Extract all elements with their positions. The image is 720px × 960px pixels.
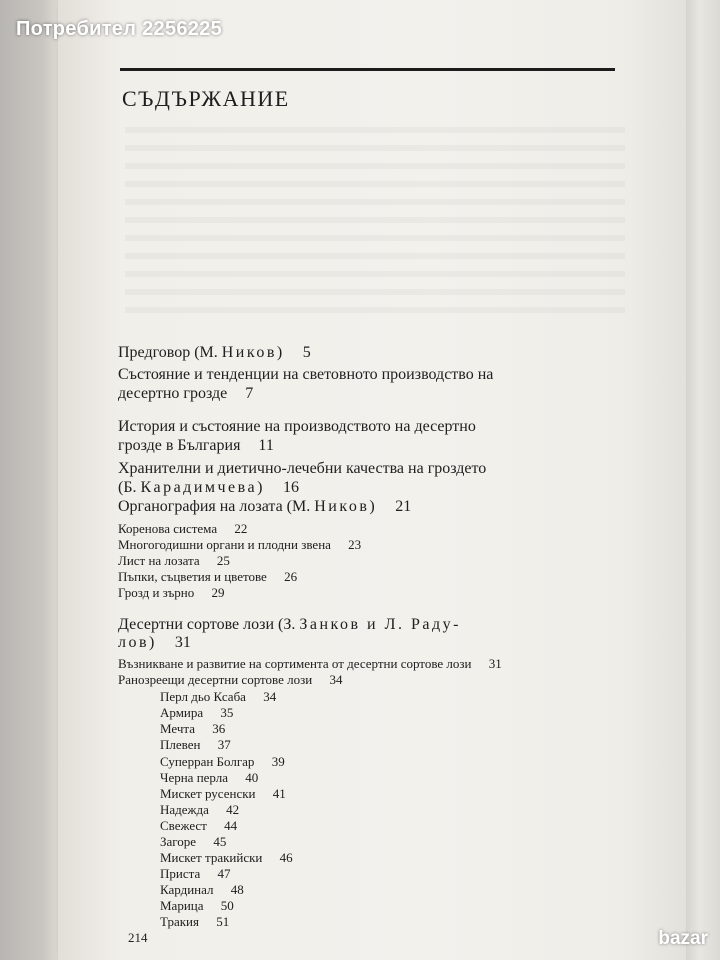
toc-entry-title: Надежда [160,802,209,817]
toc-entry-title: Плевен [160,737,201,752]
toc-entry-title: (Б. [118,479,137,496]
toc-entry-title: Ранозреещи десертни сортове лози [118,672,313,687]
toc-entry-page: 47 [217,866,231,881]
toc-variety [160,721,225,737]
toc-entry-title: Хранителни и диетично-лечебни качества на гроздето [118,460,487,477]
toc-entry-author: Ников) [221,344,285,361]
toc-variety [160,882,244,898]
toc-entry-title: Коренова система [118,521,218,536]
toc-entry-title: Армира [160,705,204,720]
toc-entry-title: лов) [118,634,157,651]
toc-entry-page: 25 [216,553,230,568]
contents-heading: СЪДЪРЖАНИЕ [122,86,290,111]
toc-entry-page: 46 [279,850,293,865]
page-number: 214 [128,930,148,945]
toc-entry-page: 50 [220,898,234,913]
toc-entry-title: Черна перла [160,770,229,785]
toc-entry-page: 41 [272,786,286,801]
toc-entry-page: 39 [271,754,285,769]
toc-entry-page: 11 [258,437,274,454]
toc-entry [118,498,411,516]
toc-entry-title: Суперран Болгар [160,754,255,769]
top-rule [120,68,615,71]
bazar-logo: bazar [658,928,708,949]
toc-subentry [118,585,225,601]
toc-entry-page: 5 [302,344,311,361]
toc-entry-author: Занков и Л. Раду- [299,616,461,633]
toc-entry [118,385,253,403]
toc-entry [118,460,486,478]
toc-entry-page: 26 [284,569,298,584]
toc-subentry [118,537,361,553]
toc-entry-page: 7 [245,385,254,402]
toc-entry-title: Лист на лозата [118,553,200,568]
toc-variety [160,866,230,882]
toc-entry-title: Състояние и тенденции на световното производство на [118,366,494,383]
toc-entry [118,634,191,652]
toc-entry-page: 31 [488,656,502,671]
toc-variety [160,689,276,705]
toc-variety [160,914,229,930]
toc-entry-title: Свежест [160,818,207,833]
toc-entry [118,616,461,634]
toc-entry-title: История и състояние на производството на десертно [118,418,476,435]
toc-subentry [118,569,297,585]
toc-entry-title: Десертни сортове лози (З. [118,616,296,633]
toc-entry-title: десертно грозде [118,385,228,402]
toc-entry-author: Ников) [314,498,378,515]
toc-entry-page: 37 [217,737,231,752]
toc-entry [118,479,299,497]
toc-entry-title: Мискет русенски [160,786,256,801]
toc-entry-title: Мискет тракийски [160,850,263,865]
toc-entry-page: 44 [224,818,238,833]
toc-entry [118,418,476,436]
toc-variety [160,850,293,866]
toc-entry-page: 48 [230,882,244,897]
toc-variety [160,786,286,802]
toc-variety [160,737,231,753]
user-watermark: Потребител 2256225 [16,18,223,40]
toc-entry-page: 36 [212,721,226,736]
toc-entry-title: грозде в България [118,437,241,454]
toc-entry-title: Грозд и зърно [118,585,195,600]
toc-entry-title: Перл дьо Ксаба [160,689,246,704]
toc-entry-page: 51 [216,914,230,929]
toc-entry [118,437,274,455]
toc-entry-title: Кардинал [160,882,214,897]
toc-entry-page: 34 [329,672,343,687]
toc-subentry [118,656,502,672]
toc-entry-title: Мечта [160,721,195,736]
toc-entry-page: 35 [220,705,234,720]
toc-entry-page: 45 [213,834,227,849]
toc-entry-title: Многогодишни органи и плодни звена [118,537,331,552]
toc-variety [160,705,233,721]
toc-subentry [118,521,247,537]
toc-subentry [118,553,230,569]
toc-entry-title: Загоре [160,834,197,849]
show-through-text [125,115,625,315]
facing-page-edge [686,0,720,960]
toc-entry-page: 40 [245,770,259,785]
toc-entry-title: Марица [160,898,204,913]
toc-entry-page: 23 [348,537,362,552]
toc-variety [160,754,285,770]
toc-entry-title: Приста [160,866,201,881]
toc-entry-title: Пъпки, съцветия и цветове [118,569,267,584]
toc-entry-title: Възникване и развитие на сортимента от десертни сортове лози [118,656,472,671]
toc-entry-title: Предговор (М. [118,344,218,361]
toc-entry-title: Органография на лозата (М. [118,498,311,515]
toc-entry [118,366,493,384]
toc-variety [160,802,239,818]
toc-entry-page: 29 [211,585,225,600]
toc-entry-page: 21 [395,498,412,515]
toc-subentry [118,672,342,688]
toc-entry-page: 22 [234,521,248,536]
toc-entry-page: 31 [174,634,191,651]
toc-entry-page: 42 [226,802,240,817]
toc-entry-title: Тракия [160,914,199,929]
toc-entry-author: Карадимчева) [140,479,265,496]
toc-variety [160,770,258,786]
toc-entry-page: 34 [263,689,277,704]
toc-entry-page: 16 [282,479,299,496]
toc-variety [160,834,226,850]
toc-entry [118,344,311,362]
toc-variety [160,818,237,834]
toc-variety [160,898,234,914]
